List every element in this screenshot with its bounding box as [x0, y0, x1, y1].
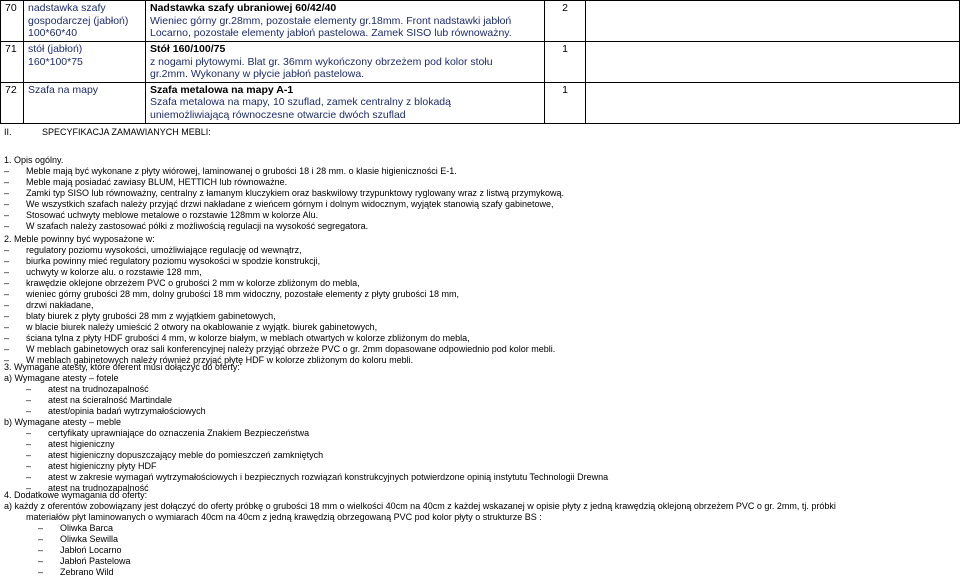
item-name-line: gospodarczej (jabłoń): [28, 14, 129, 27]
list-item: – Zebrano Wild: [4, 567, 954, 578]
row-number: 72: [1, 82, 24, 123]
list-item: – atest na trudnozapalność: [4, 384, 954, 395]
item-name: [24, 42, 146, 83]
desc-line: Szafa metalowa na mapy, 10 szuflad, zamek centralny z blokadą: [150, 96, 451, 108]
list-item: – W szafach należy zastosować półki z możliwością regulacji na wysokość segregatora.: [4, 221, 954, 232]
subsection-title: a) Wymagane atesty – fotele: [4, 373, 119, 383]
general-description: [4, 155, 954, 232]
list-item: – Meble mają być wykonane z płyty wiórowej, laminowanej o grubości 18 i 28 mm. o klasie higieniczności E-1.: [4, 166, 954, 177]
list-item: – atest higieniczny płyty HDF: [4, 461, 954, 472]
row-number: 70: [1, 1, 24, 42]
table-row: [1, 42, 960, 83]
row-number: 71: [1, 42, 24, 83]
list-item: – ściana tylna z płyty HDF grubości 4 mm, w kolorze białym, w meblach otwartych w kolorze zbliżonym do mebla,: [4, 333, 954, 344]
list-item: – Oliwka Sewilla: [4, 534, 954, 545]
section-heading-title: SPECYFIKACJA ZAMAWIANYCH MEBLI:: [42, 127, 211, 137]
list-item: – Oliwka Barca: [4, 523, 954, 534]
paragraph-title: 4. Dodatkowe wymagania do oferty:: [4, 490, 148, 500]
list-item: – blaty biurek z płyty grubości 28 mm z wyjątkiem gabinetowych,: [4, 311, 954, 322]
item-name: [24, 82, 146, 123]
list-item: – W meblach gabinetowych oraz sali konferencyjnej należy przyjąć obrzeże PVC o gr. 2mm dopasowane odpowiednio pod kolor mebli.: [4, 344, 954, 355]
table-row: [1, 82, 960, 123]
list-item: – W meblach gabinetowych należy również przyjąć płytę HDF w kolorze zbliżonym do koloru mebli.: [4, 355, 954, 366]
paragraph-text: a) każdy z oferentów zobowiązany jest dołączyć do oferty próbkę o grubości 18 mm o wielkości 40cm na 40cm z każdej wskazanej w opisie płyty z jedną krawędzią oklejoną obrzeżem PVC o gr. 2mm, tj. próbki: [4, 501, 836, 511]
item-name-line: Szafa na mapy: [28, 83, 99, 96]
list-item: – Meble mają posiadać zawiasy BLUM, HETTICH lub równoważne.: [4, 177, 954, 188]
paragraph-title: 1. Opis ogólny.: [4, 155, 64, 165]
list-item: – drzwi nakładane,: [4, 300, 954, 311]
required-certificates: [4, 362, 954, 494]
list-item: – regulatory poziomu wysokości, umożliwiające regulację od wewnątrz,: [4, 245, 954, 256]
furniture-table: [0, 0, 960, 124]
list-item: – krawędzie oklejone obrzeżem PVC o grubości 2 mm w kolorze zbliżonym do mebla,: [4, 278, 954, 289]
item-name-line: 160*100*75: [28, 55, 83, 68]
desc-line: gr.2mm. Wykonany w płycie jabłoń pastelowa.: [150, 68, 365, 80]
equipment-requirements: [4, 234, 954, 366]
item-description: [146, 82, 545, 123]
desc-line: Locarno, pozostałe elementy jabłoń pastelowa. Zamek SISO lub równoważny.: [150, 27, 512, 39]
list-item: – w blacie biurek należy umieścić 2 otwory na okablowanie z wyjątk. biurek gabinetowych,: [4, 322, 954, 333]
list-item: – Jabłoń Pastelowa: [4, 556, 954, 567]
empty-cell: [586, 42, 960, 83]
desc-line: z nogami płytowymi. Blat gr. 36mm wykończony obrzeżem pod kolor stołu: [150, 55, 493, 68]
item-title: Stół 160/100/75: [150, 43, 226, 55]
desc-line: Wieniec górny gr.28mm, pozostałe elementy gr.18mm. Front nadstawki jabłoń: [150, 14, 512, 27]
list-item: – atest/opinia badań wytrzymałościowych: [4, 406, 954, 417]
list-item: – atest na ścieralność Martindale: [4, 395, 954, 406]
subsection-title: b) Wymagane atesty – meble: [4, 417, 121, 427]
paragraph-text: materiałów płyt laminowanych o wymiarach 40cm na 40cm z jedną krawędzią obrzegowaną PVC pod kolor płyty o strukturze BS :: [26, 512, 542, 522]
list-item: – biurka powinny mieć regulatory poziomu wysokości w spodzie konstrukcji,: [4, 256, 954, 267]
paragraph-title: 3. Wymagane atesty, które oferent musi dołączyć do oferty:: [4, 362, 240, 372]
item-description: [146, 1, 545, 42]
list-item: – wieniec górny grubości 28 mm, dolny grubości 18 mm widoczny, pozostałe elementy z płyty grubości 18 mm,: [4, 289, 954, 300]
empty-cell: [586, 1, 960, 42]
item-quantity: 1: [545, 82, 586, 123]
list-item: – Zamki typ SISO lub równoważny, centralny z łamanym kluczykiem oraz baskwilowy trzypunktowy ryglowany wraz z listwą przymykową.: [4, 188, 954, 199]
section-heading-number: II.: [4, 127, 12, 137]
list-item: – Stosować uchwyty meblowe metalowe o rozstawie 128mm w kolorze Alu.: [4, 210, 954, 221]
section-heading: [4, 127, 954, 138]
empty-cell: [586, 82, 960, 123]
item-name-line: stół (jabłoń): [28, 43, 83, 55]
list-item: – uchwyty w kolorze alu. o rozstawie 128 mm,: [4, 267, 954, 278]
item-description: [146, 42, 545, 83]
list-item: – We wszystkich szafach należy przyjąć drzwi nakładane z wieńcem górnym i dolnym widocznym, wyjątek stanowią szafy gabinetowe,: [4, 199, 954, 210]
list-item: – atest na trudnozapalność: [4, 483, 954, 494]
list-item: – certyfikaty uprawniające do oznaczenia Znakiem Bezpieczeństwa: [4, 428, 954, 439]
item-name-line: nadstawka szafy: [28, 2, 106, 14]
item-name: [24, 1, 146, 42]
list-item: – atest w zakresie wymagań wytrzymałościowych i bezpiecznych rozwiązań konstrukcyjnych potwierdzone opinią instytutu Technologii Drewna: [4, 472, 954, 483]
item-title: Szafa metalowa na mapy A-1: [150, 83, 294, 96]
item-title: Nadstawka szafy ubraniowej 60/42/40: [150, 2, 337, 14]
list-item: – atest higieniczny: [4, 439, 954, 450]
item-quantity: 1: [545, 42, 586, 83]
list-item: – Jabłoń Locarno: [4, 545, 954, 556]
table-row: [1, 1, 960, 42]
additional-requirements: [4, 490, 954, 578]
item-name-line: 100*60*40: [28, 27, 78, 39]
item-quantity: 2: [545, 1, 586, 42]
paragraph-title: 2. Meble powinny być wyposażone w:: [4, 234, 155, 244]
list-item: – atest higieniczny dopuszczający meble do pomieszczeń zamkniętych: [4, 450, 954, 461]
desc-line: uniemożliwiającą równoczesne otwarcie dwóch szuflad: [150, 108, 406, 121]
